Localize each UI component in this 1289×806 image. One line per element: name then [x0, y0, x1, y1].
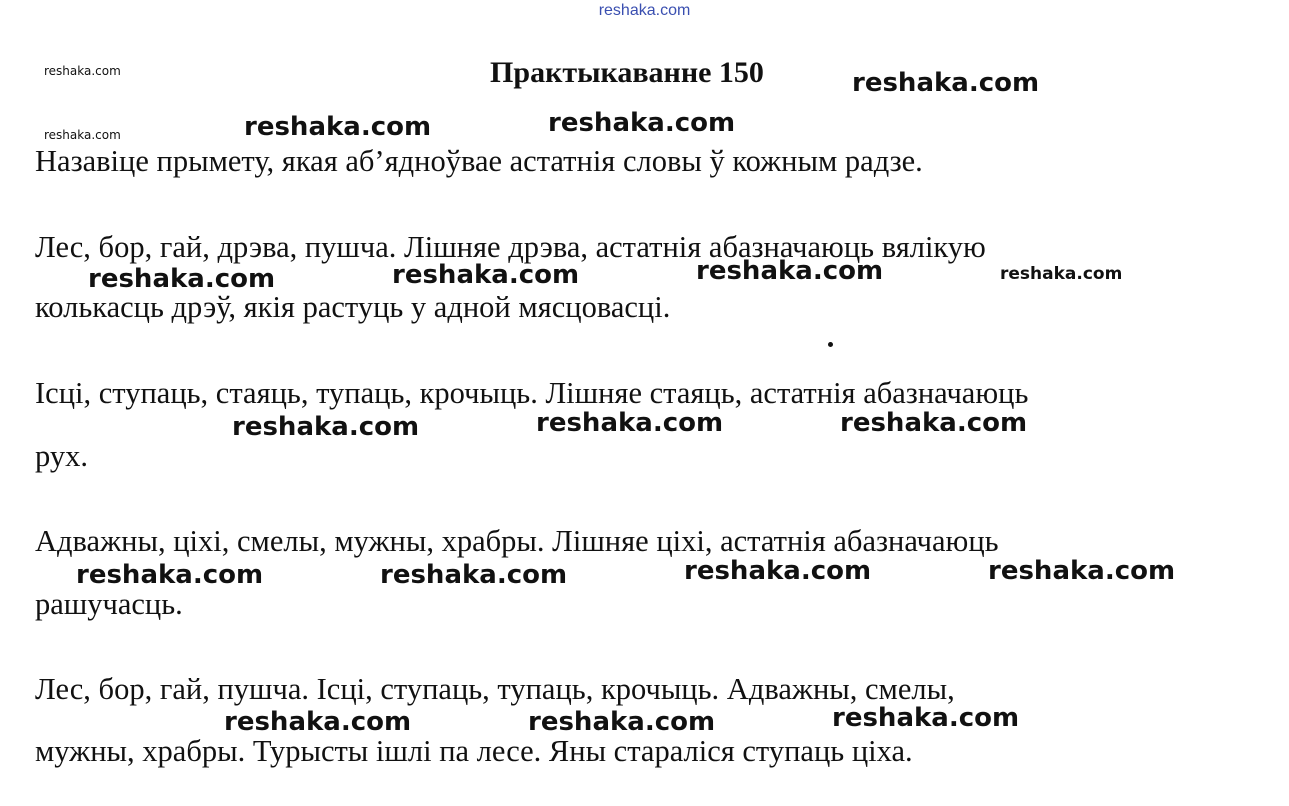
watermark: reshaka.com: [536, 408, 724, 438]
watermark: reshaka.com: [44, 64, 121, 78]
watermark: reshaka.com: [392, 260, 580, 290]
answer-2-line-2: рух.: [35, 439, 88, 473]
watermark: reshaka.com: [832, 703, 1020, 733]
watermark: reshaka.com: [988, 556, 1176, 586]
stray-dot: [828, 342, 833, 347]
top-site-watermark: reshaka.com: [598, 2, 691, 19]
watermark: reshaka.com: [244, 112, 432, 142]
answer-1-line-1: Лес, бор, гай, дрэва, пушча. Лішняе дрэва, астатнія абазначаюць вялікую: [35, 230, 986, 264]
answer-1-line-2: колькасць дрэў, якія растуць у адной мясцовасці.: [35, 290, 671, 324]
answer-3-line-1: Адважны, ціхі, смелы, мужны, храбры. Лішняе ціхі, астатнія абазначаюць: [35, 524, 999, 558]
watermark: reshaka.com: [380, 560, 568, 590]
answer-4-line-1: Лес, бор, гай, пушча. Ісці, ступаць, тупаць, крочыць. Адважны, смелы,: [35, 672, 955, 706]
watermark: reshaka.com: [232, 412, 420, 442]
watermark: reshaka.com: [548, 108, 736, 138]
answer-4-line-2: мужны, храбры. Турысты ішлі па лесе. Яны стараліся ступаць ціха.: [35, 734, 913, 768]
watermark: reshaka.com: [684, 556, 872, 586]
watermark: reshaka.com: [44, 128, 121, 142]
page-title: Практыкаванне 150: [490, 56, 764, 89]
watermark: reshaka.com: [852, 68, 1040, 98]
answer-2-line-1: Ісці, ступаць, стаяць, тупаць, крочыць. Лішняе стаяць, астатнія абазначаюць: [35, 376, 1029, 410]
watermark: reshaka.com: [224, 707, 412, 737]
watermark: reshaka.com: [840, 408, 1028, 438]
watermark: reshaka.com: [88, 264, 276, 294]
watermark: reshaka.com: [528, 707, 716, 737]
task-text: Назавіце прымету, якая аб’ядноўвае астатнія словы ў кожным радзе.: [35, 144, 923, 178]
watermark: reshaka.com: [696, 256, 884, 286]
watermark: reshaka.com: [1000, 264, 1123, 284]
answer-3-line-2: рашучасць.: [35, 587, 183, 621]
watermark: reshaka.com: [76, 560, 264, 590]
